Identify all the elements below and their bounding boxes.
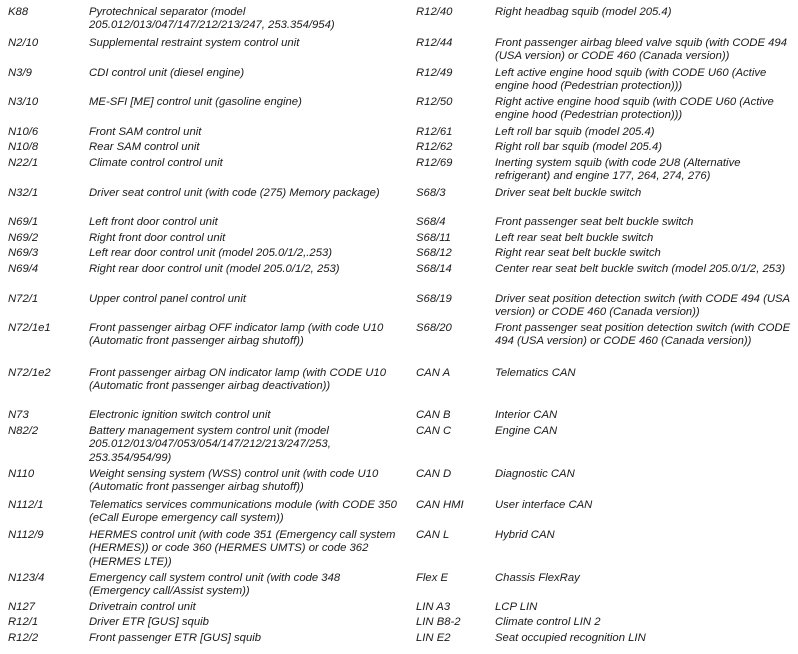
component-description: Pyrotechnical separator (model 205.012/013/047/147/212/213/247, 253.354/954) bbox=[89, 6, 335, 32]
component-description: Front passenger seat position detection switch (with CODE 494 (USA version) or CODE 460 (Canada version)) bbox=[495, 322, 791, 348]
component-code: N10/8 bbox=[8, 141, 39, 153]
component-code: S68/20 bbox=[416, 322, 452, 334]
component-description: Battery management system control unit (model 205.012/013/047/053/054/147/212/213/247/253, 253.354/954/99) bbox=[89, 425, 331, 464]
component-code: N72/1e2 bbox=[8, 367, 51, 379]
component-code: N69/3 bbox=[8, 247, 39, 259]
component-code: N69/2 bbox=[8, 232, 39, 244]
component-description: Right rear seat belt buckle switch bbox=[495, 247, 661, 259]
component-code: CAN B bbox=[416, 409, 451, 421]
component-description: Right roll bar squib (model 205.4) bbox=[495, 141, 663, 153]
component-description: Left rear door control unit (model 205.0/1/2,.253) bbox=[89, 247, 333, 259]
component-description: Right rear door control unit (model 205.0/1/2, 253) bbox=[89, 263, 340, 275]
component-code: R12/44 bbox=[416, 37, 453, 49]
component-description: Front SAM control unit bbox=[89, 126, 202, 138]
component-description: LCP LIN bbox=[495, 601, 538, 613]
component-code: N123/4 bbox=[8, 572, 45, 584]
component-code: R12/2 bbox=[8, 632, 39, 644]
component-description: HERMES control unit (with code 351 (Emergency call system (HERMES)) or code 360 (HERMES UMTS) or code 362 (HERMES LTE)) bbox=[89, 529, 396, 568]
component-code: LIN E2 bbox=[416, 632, 451, 644]
component-code: N10/6 bbox=[8, 126, 39, 138]
component-description: Emergency call system control unit (with code 348 (Emergency call/Assist system)) bbox=[89, 572, 341, 598]
component-code: N69/1 bbox=[8, 216, 39, 228]
component-description: Right front door control unit bbox=[89, 232, 226, 244]
component-description: Inerting system squib (with code 2U8 (Alternative refrigerant) and engine 177, 264, 274, 276) bbox=[495, 157, 741, 183]
component-code: N3/10 bbox=[8, 96, 39, 108]
component-code: K88 bbox=[8, 6, 29, 18]
component-description: Front passenger ETR [GUS] squib bbox=[89, 632, 262, 644]
component-code: CAN D bbox=[416, 468, 452, 480]
component-code: S68/12 bbox=[416, 247, 452, 259]
component-code: N72/1e1 bbox=[8, 322, 51, 334]
component-description: Seat occupied recognition LIN bbox=[495, 632, 646, 644]
component-code: S68/4 bbox=[416, 216, 446, 228]
component-description: Interior CAN bbox=[495, 409, 558, 421]
component-code: N112/9 bbox=[8, 529, 44, 541]
component-code: R12/50 bbox=[416, 96, 453, 108]
component-description: Upper control panel control unit bbox=[89, 293, 246, 305]
component-description: Left rear seat belt buckle switch bbox=[495, 232, 654, 244]
component-code: N69/4 bbox=[8, 263, 39, 275]
component-code: R12/1 bbox=[8, 616, 39, 628]
component-description: Electronic ignition switch control unit bbox=[89, 409, 271, 421]
component-code: N112/1 bbox=[8, 499, 44, 511]
component-description: Drivetrain control unit bbox=[89, 601, 196, 613]
component-description: Telematics services communications module (with CODE 350 (eCall Europe emergency call system)) bbox=[89, 499, 397, 525]
component-description: Driver ETR [GUS] squib bbox=[89, 616, 209, 628]
component-description: Hybrid CAN bbox=[495, 529, 555, 541]
component-code: LIN B8-2 bbox=[416, 616, 461, 628]
legend-column-left bbox=[0, 6, 405, 654]
component-description: Driver seat control unit (with code (275) Memory package) bbox=[89, 187, 380, 199]
component-code: CAN C bbox=[416, 425, 452, 437]
component-description: Left roll bar squib (model 205.4) bbox=[495, 126, 655, 138]
component-code: CAN HMI bbox=[416, 499, 464, 511]
component-description: Driver seat position detection switch (with CODE 494 (USA version) or CODE 460 (Canada version)) bbox=[495, 293, 790, 319]
component-code: N73 bbox=[8, 409, 29, 421]
component-description: Center rear seat belt buckle switch (model 205.0/1/2, 253) bbox=[495, 263, 786, 275]
component-code: N2/10 bbox=[8, 37, 39, 49]
component-code: R12/40 bbox=[416, 6, 453, 18]
component-code: N22/1 bbox=[8, 157, 39, 169]
legend-column-right bbox=[408, 6, 798, 654]
component-description: Engine CAN bbox=[495, 425, 558, 437]
component-description: Weight sensing system (WSS) control unit (with code U10 (Automatic front passenger airbag shutoff)) bbox=[89, 468, 379, 494]
component-code: Flex E bbox=[416, 572, 449, 584]
component-code: R12/49 bbox=[416, 67, 453, 79]
component-description: Right active engine hood squib (with CODE U60 (Active engine hood (Pedestrian protection))) bbox=[495, 96, 774, 122]
component-code: N32/1 bbox=[8, 187, 39, 199]
component-description: Diagnostic CAN bbox=[495, 468, 575, 480]
component-code: N110 bbox=[8, 468, 35, 480]
component-description: User interface CAN bbox=[495, 499, 593, 511]
component-description: CDI control unit (diesel engine) bbox=[89, 67, 245, 79]
component-code: N127 bbox=[8, 601, 36, 613]
component-code: R12/69 bbox=[416, 157, 453, 169]
component-code: S68/19 bbox=[416, 293, 452, 305]
component-description: Climate control control unit bbox=[89, 157, 223, 169]
component-code: CAN L bbox=[416, 529, 450, 541]
component-code: R12/62 bbox=[416, 141, 453, 153]
component-code: S68/14 bbox=[416, 263, 452, 275]
component-code: S68/3 bbox=[416, 187, 446, 199]
component-code: N72/1 bbox=[8, 293, 39, 305]
component-description: Driver seat belt buckle switch bbox=[495, 187, 642, 199]
component-code: N3/9 bbox=[8, 67, 32, 79]
component-description: Right headbag squib (model 205.4) bbox=[495, 6, 672, 18]
component-description: Rear SAM control unit bbox=[89, 141, 200, 153]
component-description: ME-SFI [ME] control unit (gasoline engine) bbox=[89, 96, 302, 108]
component-code: N82/2 bbox=[8, 425, 39, 437]
component-code: S68/11 bbox=[416, 232, 451, 244]
component-description: Left active engine hood squib (with CODE U60 (Active engine hood (Pedestrian protection))) bbox=[495, 67, 767, 93]
component-code: R12/61 bbox=[416, 126, 453, 138]
component-description: Front passenger seat belt buckle switch bbox=[495, 216, 694, 228]
component-description: Telematics CAN bbox=[495, 367, 576, 379]
component-description: Left front door control unit bbox=[89, 216, 218, 228]
component-description: Front passenger airbag OFF indicator lamp (with code U10 (Automatic front passenger airbag shutoff)) bbox=[89, 322, 384, 348]
component-description: Chassis FlexRay bbox=[495, 572, 580, 584]
component-description: Front passenger airbag bleed valve squib (with CODE 494 (USA version) or CODE 460 (Canada version)) bbox=[495, 37, 787, 63]
component-description: Supplemental restraint system control unit bbox=[89, 37, 300, 49]
component-description: Front passenger airbag ON indicator lamp (with CODE U10 (Automatic front passenger airbag deactivation)) bbox=[89, 367, 386, 393]
component-code: LIN A3 bbox=[416, 601, 451, 613]
component-code: CAN A bbox=[416, 367, 451, 379]
component-description: Climate control LIN 2 bbox=[495, 616, 601, 628]
